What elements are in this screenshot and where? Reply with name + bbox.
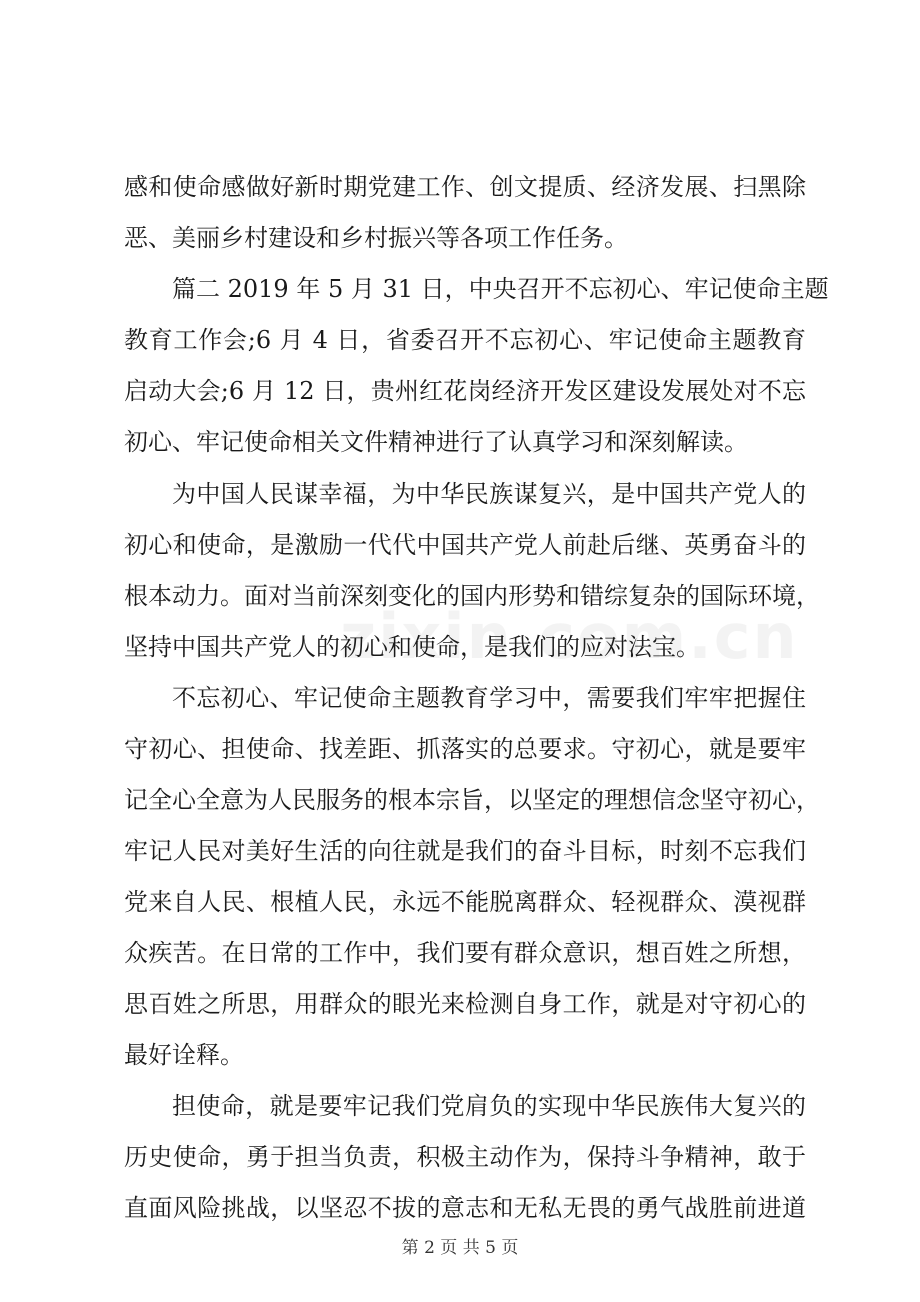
paragraph-4-line-2: 守初心、担使命、找差距、抓落实的总要求。守初心，就是要牢 <box>124 735 806 763</box>
paragraph-4-line-7: 思百姓之所思，用群众的眼光来检测自身工作，就是对守初心的 <box>124 990 806 1018</box>
paragraph-4-line-1: 不忘初心、牢记使命主题教育学习中，需要我们牢牢把握住 <box>172 684 806 712</box>
paragraph-1-line-2: 恶、美丽乡村建设和乡村振兴等各项工作任务。 <box>124 224 628 252</box>
page-footer: 第 2 页 共 5 页 <box>401 1238 519 1258</box>
paragraph-4-line-3: 记全心全意为人民服务的根本宗旨，以坚定的理想信念坚守初心， <box>124 786 820 814</box>
paragraph-3-line-1: 为中国人民谋幸福，为中华民族谋复兴，是中国共产党人的 <box>172 480 806 508</box>
paragraph-2-line-2: 教育工作会;6 月 4 日，省委召开不忘初心、牢记使命主题教育 <box>124 326 806 354</box>
paragraph-5-line-2: 历史使命，勇于担当负责，积极主动作为，保持斗争精神，敢于 <box>124 1143 806 1171</box>
paragraph-2-line-1: 篇二 2019 年 5 月 31 日，中央召开不忘初心、牢记使命主题 <box>172 275 829 303</box>
paragraph-5-line-3: 直面风险挑战，以坚忍不拔的意志和无私无畏的勇气战胜前进道 <box>124 1194 806 1222</box>
paragraph-4-line-6: 众疾苦。在日常的工作中，我们要有群众意识，想百姓之所想， <box>124 939 806 967</box>
paragraph-5-line-1: 担使命，就是要牢记我们党肩负的实现中华民族伟大复兴的 <box>172 1092 806 1120</box>
paragraph-1-line-1: 感和使命感做好新时期党建工作、创文提质、经济发展、扫黑除 <box>124 173 806 201</box>
paragraph-4-line-4: 牢记人民对美好生活的向往就是我们的奋斗目标，时刻不忘我们 <box>124 837 806 865</box>
paragraph-4-line-5: 党来自人民、根植人民，永远不能脱离群众、轻视群众、漠视群 <box>124 888 806 916</box>
paragraph-2-line-4: 初心、牢记使命相关文件精神进行了认真学习和深刻解读。 <box>124 428 748 456</box>
paragraph-2-line-3: 启动大会;6 月 12 日，贵州红花岗经济开发区建设发展处对不忘 <box>124 377 806 405</box>
paragraph-4-line-8: 最好诠释。 <box>124 1041 244 1069</box>
paragraph-3-line-4: 坚持中国共产党人的初心和使命，是我们的应对法宝。 <box>124 633 700 661</box>
paragraph-3-line-3: 根本动力。面对当前深刻变化的国内形势和错综复杂的国际环境， <box>124 582 820 610</box>
paragraph-3-line-2: 初心和使命，是激励一代代中国共产党人前赴后继、英勇奋斗的 <box>124 531 806 559</box>
